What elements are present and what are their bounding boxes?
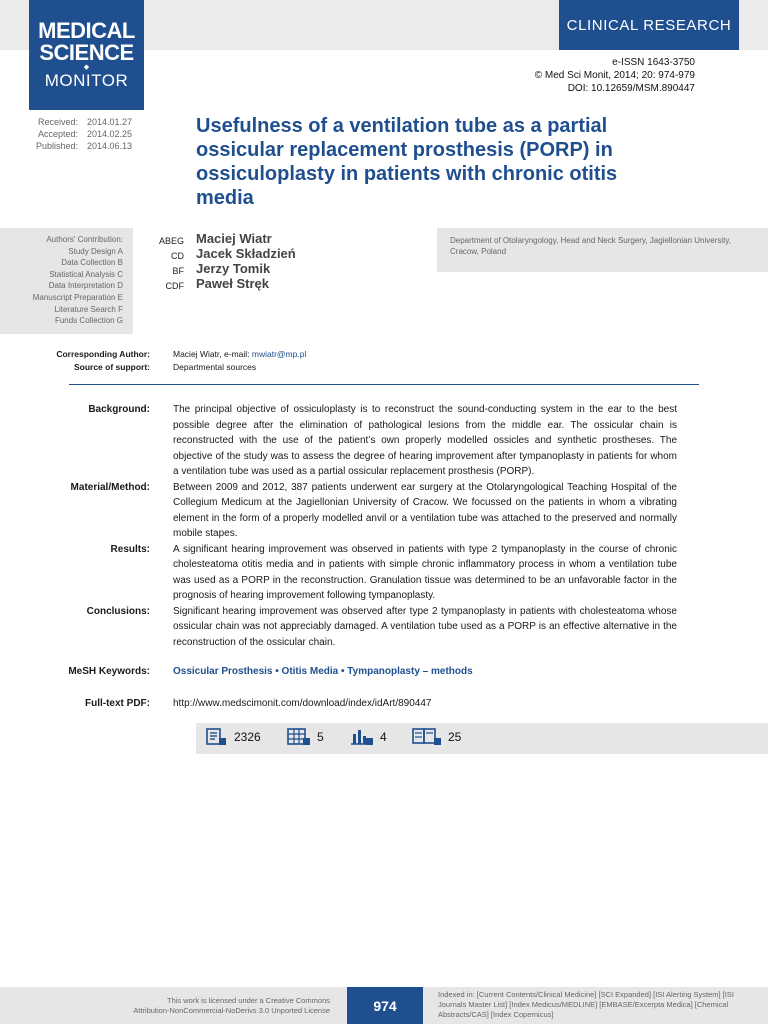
figure-count-icon [350,728,374,746]
author-name: Maciej Wiatr [196,231,272,246]
logo-line-2: SCIENCE [39,40,134,65]
author-name: Paweł Stręk [196,276,269,291]
pdf-link[interactable]: http://www.medscimonit.com/download/index/idArt/890447 [173,698,432,709]
logo-dot-icon: ◆ [83,64,90,71]
doi: DOI: 10.12659/MSM.890447 [567,83,695,94]
indexing-list: Indexed in: [Current Contents/Clinical Medicine] [SCI Expanded] [ISI Alerting System] [ISI Journals Master List] [Index Medicus/MEDLINE] [EMBASE/Excerpta Medica] [Chemical Abstracts/CAS] [Index Copernicus] [438,990,734,1019]
dates-block [20,116,132,152]
full-text-pdf: Full-text PDF: http://www.medscimonit.com/download/index/idArt/890447 [85,698,432,709]
author-roles: ABEG CD BF CDF [158,236,184,291]
article-title: Usefulness of a ventilation tube as a partial ossicular replacement prosthesis (PORP) in ossiculoplasty in patients with chronic otitis media [196,115,618,209]
eissn: e-ISSN 1643-3750 [612,57,695,68]
page-number: 974 [347,987,423,1024]
date-row: Published: 2014.06.13 [35,141,133,151]
date-row: Accepted: 2014.02.25 [37,129,133,139]
metrics-band [196,723,768,754]
author-name: Jacek Składzień [196,246,296,261]
word-count-icon [206,728,228,746]
author-name: Jerzy Tomik [196,261,271,276]
metric-references: 25 [412,728,461,746]
citation: © Med Sci Monit, 2014; 20: 974-979 [534,70,695,81]
reference-count-icon [412,728,442,746]
abstract [0,402,700,650]
abstract-section: Conclusions: Significant hearing improvement was observed after type 2 tympanoplasty in patients with cholesteatoma whose ossicular chain was not appreciably damaged. A ventilation tube used as a PORP is an effective alternative in the reconstruction of the ossicular chain. [86,605,677,648]
metric-words: 2326 [206,728,261,746]
abstract-section: Material/Method: Between 2009 and 2012, 387 patients underwent ear surgery at the Otolaryngological Teaching Hospital of the Collegium Medicum at the Jagiellonian University of Cracow. We focussed on the patients in whom a vibrating element in the form of a properly modelled anvil or a ventilation tube was attached to the preserved and normally mobile stapes. [70,481,677,539]
logo-line-1: MEDICAL [38,18,135,43]
table-count-icon [287,728,311,746]
email-link[interactable]: mwiatr@mp.pl [251,349,307,359]
correspondence-block: Corresponding Author: Maciej Wiatr, e-mail: mwiatr@mp.pl Source of support: Departmental sources [56,349,307,372]
logo-line-3: MONITOR [44,71,129,90]
section-tag: CLINICAL RESEARCH [559,0,739,50]
author-names [196,231,296,291]
journal-logo [29,0,144,110]
divider [69,384,699,385]
metric-tables: 5 [287,728,324,746]
mesh-keywords: MeSH Keywords: Ossicular Prosthesis • Otitis Media • Tympanoplasty – methods [68,666,473,677]
mesh-keyword-links[interactable]: Ossicular Prosthesis • Otitis Media • Tympanoplasty – methods [173,666,473,677]
citation-block [535,56,695,95]
abstract-section: Background: The principal objective of ossiculoplasty is to reconstruct the sound-conducting system in the ear to the best possible degree after the elimination of pathological lesions from the middle ear. The ossicular chain is reconstructed with the use of the patient’s own properly modelled ossicles and synthetic prostheses. The objective of the study was to assess the degree of hearing improvement after tympanoplasty in patients for whom a ventilation tube was used as a partial ossicular replacement prosthesis (PORP). [88,404,677,477]
date-row: Received: 2014.01.27 [37,117,133,127]
abstract-section: Results: A significant hearing improvement was observed in patients with type 2 tympanoplasty in the course of chronic cholesteatoma otitis media and in patients with simple chronic inflammatory process in whom a ventilation tube was used as a PORP in the reconstruction. Granulation tissue was determined to be an unfavorable factor in the prognosis of hearing improvement following tympanoplasty. [110,543,677,601]
contribution-legend: Authors' Contribution: Study Design A Data Collection B Statistical Analysis C Data Interpretation D Manuscript Preparation E Literature Search F Funds Collection G [32,235,123,326]
license-notice: This work is licensed under a Creative Commons Attribution-NonCommercial-NoDerivs 3.0 Unported License [133,996,330,1015]
metric-figures: 4 [350,728,387,746]
affiliation: Department of Otolaryngology, Head and Neck Surgery, Jagiellonian University, Cracow, Poland [450,236,732,256]
